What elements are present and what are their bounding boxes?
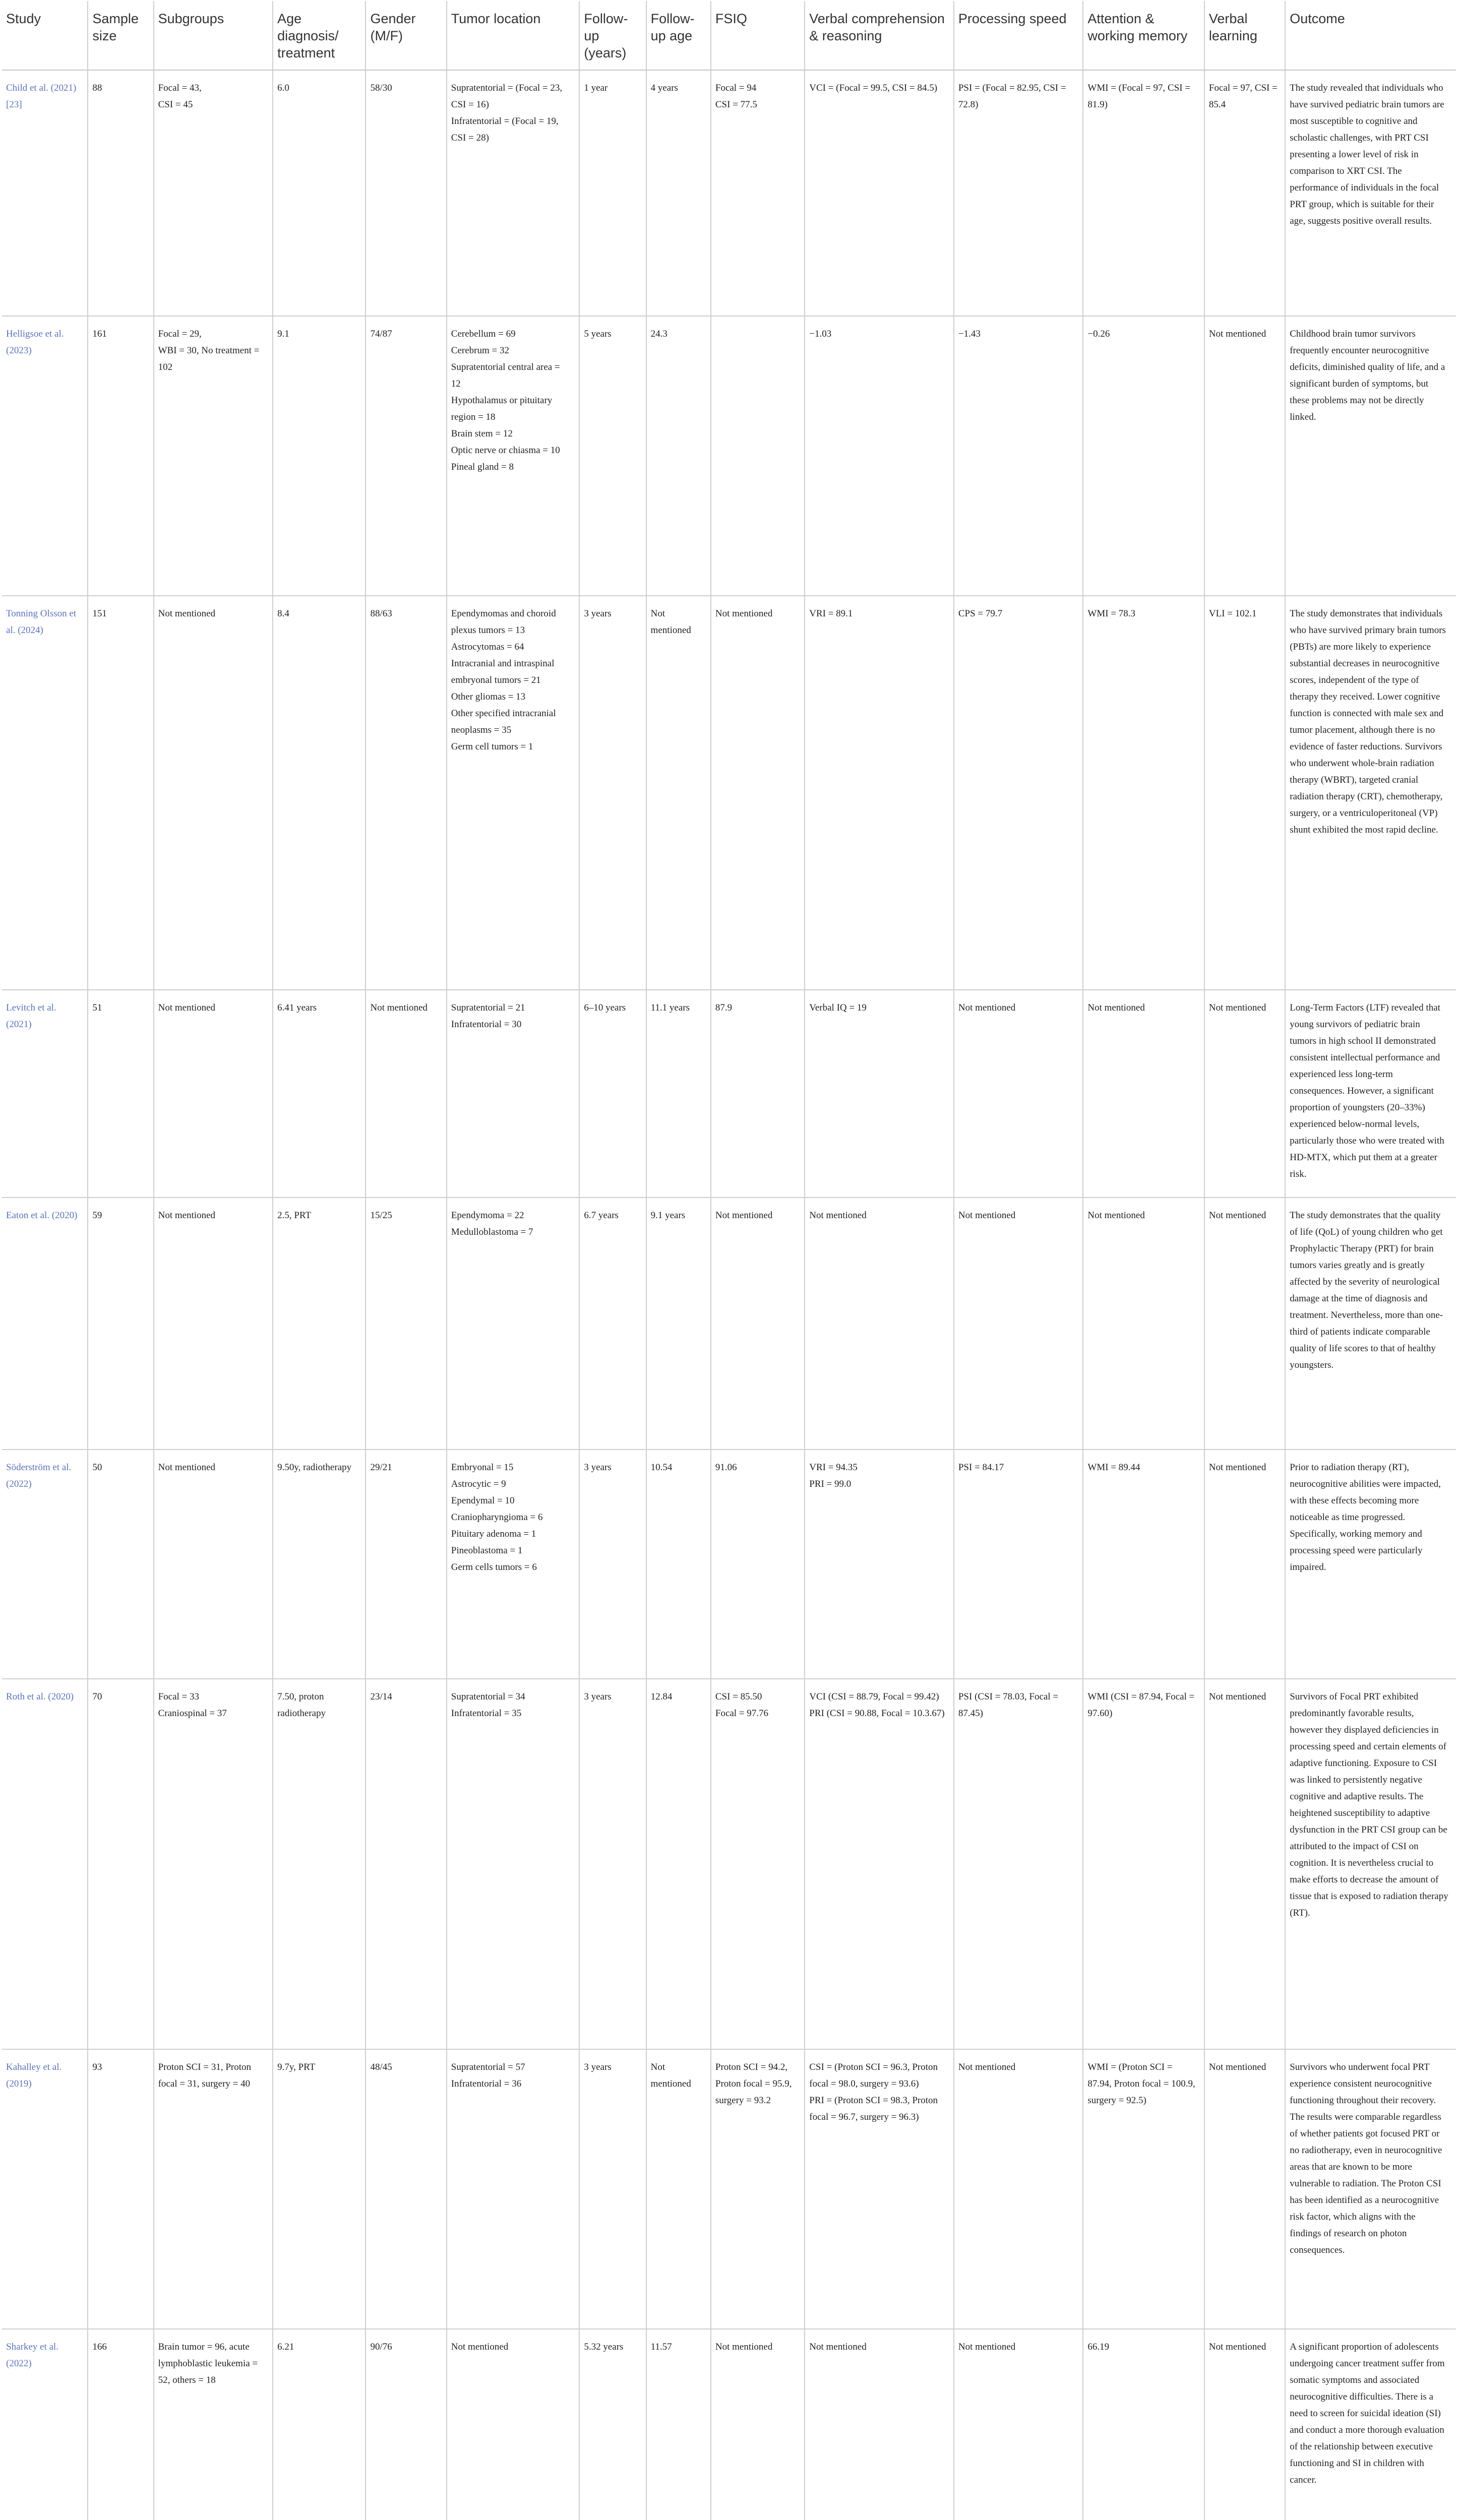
cell-age-line: 9.50y, radiotherapy bbox=[277, 1462, 352, 1473]
cell-subgroups-line: Craniospinal = 37 bbox=[158, 1708, 227, 1719]
cell-follow-up-years: 1 year bbox=[579, 70, 646, 316]
cell-gender: 29/21 bbox=[366, 1450, 446, 1679]
cell-gender: 58/30 bbox=[366, 70, 446, 316]
cell-outcome: A significant proportion of adolescents undergoing cancer treatment suffer from somatic symptoms and associated neurocognitive difficulties. There is a need to screen for suicidal ideation (SI) and conduct a more thorough evaluation of the relationship between executive functioning and SI in children with cancer. bbox=[1285, 2329, 1456, 2520]
cell-follow-up-years: 3 years bbox=[579, 1450, 646, 1679]
cell-processing-line: Not mentioned bbox=[958, 2062, 1016, 2072]
cell-verbal-learning-line: Not mentioned bbox=[1208, 1002, 1266, 1013]
cell-attention-line: WMI = 78.3 bbox=[1087, 608, 1136, 619]
cell-processing bbox=[954, 1679, 1083, 2049]
cell-subgroups-line: Proton SCI = 31, Proton focal = 31, surgery = 40 bbox=[158, 2062, 251, 2089]
cell-tumor-location bbox=[447, 2329, 580, 2520]
cell-verbal-learning-line: Not mentioned bbox=[1208, 1462, 1266, 1473]
cell-fsiq-line: CSI = 77.5 bbox=[715, 99, 757, 110]
col-header-attention: Attention & working memory bbox=[1083, 1, 1204, 70]
cell-subgroups bbox=[154, 596, 273, 990]
cell-attention bbox=[1083, 596, 1204, 990]
cell-subgroups bbox=[154, 2329, 273, 2520]
col-header-sample-size: Sample size bbox=[88, 1, 153, 70]
cell-fsiq-line: Focal = 94 bbox=[715, 83, 757, 93]
cell-attention-line: Not mentioned bbox=[1087, 1002, 1145, 1013]
cell-subgroups-line: Not mentioned bbox=[158, 1462, 216, 1473]
cell-fsiq-line: Not mentioned bbox=[715, 1210, 773, 1221]
cell-tumor-location-line: Other specified intracranial neoplasms = 35 bbox=[451, 708, 556, 735]
cell-age-line: 6.0 bbox=[277, 83, 289, 93]
cell-subgroups bbox=[154, 1679, 273, 2049]
cell-age-line: 8.4 bbox=[277, 608, 289, 619]
cell-fsiq bbox=[711, 2049, 805, 2329]
cell-tumor-location bbox=[447, 596, 580, 990]
cell-verbal bbox=[805, 70, 954, 316]
cell-attention bbox=[1083, 1450, 1204, 1679]
cell-processing bbox=[954, 1450, 1083, 1679]
table-row bbox=[2, 1198, 1456, 1450]
cell-verbal-learning bbox=[1204, 316, 1285, 596]
cell-outcome: Prior to radiation therapy (RT), neurocognitive abilities were impacted, with these effects becoming more noticeable as time progressed. Specifically, working memory and processing speed were particularly impaired. bbox=[1285, 1450, 1456, 1679]
cell-follow-up-years: 3 years bbox=[579, 2049, 646, 2329]
cell-tumor-location-line: Supratentorial = (Focal = 23, CSI = 16) bbox=[451, 83, 563, 110]
cell-fsiq-line: 87.9 bbox=[715, 1002, 733, 1013]
cell-verbal-learning bbox=[1204, 1198, 1285, 1450]
study-citation-link[interactable]: Child et al. (2021) [23] bbox=[6, 83, 77, 110]
col-header-follow-up-years: Follow-up (years) bbox=[579, 1, 646, 70]
cell-age bbox=[273, 1679, 366, 2049]
cell-tumor-location-line: Infratentorial = 35 bbox=[451, 1708, 522, 1719]
cell-study bbox=[2, 316, 88, 596]
cell-attention-line: WMI = 89.44 bbox=[1087, 1462, 1140, 1473]
cell-study bbox=[2, 2329, 88, 2520]
cell-age-line: 7.50, proton radiotherapy bbox=[277, 1691, 326, 1719]
cell-study bbox=[2, 990, 88, 1198]
cell-age bbox=[273, 2329, 366, 2520]
cell-fsiq-line: Proton SCI = 94.2, Proton focal = 95.9, surgery = 93.2 bbox=[715, 2062, 792, 2106]
cell-fsiq-line: 91.06 bbox=[715, 1462, 737, 1473]
cell-attention-line: WMI (CSI = 87.94, Focal = 97.60) bbox=[1087, 1691, 1195, 1719]
cell-tumor-location-line: Hypothalamus or pituitary region = 18 bbox=[451, 395, 553, 422]
cell-sample-size: 59 bbox=[88, 1198, 153, 1450]
cell-processing bbox=[954, 70, 1083, 316]
cell-sample-size: 51 bbox=[88, 990, 153, 1198]
cell-processing-line: Not mentioned bbox=[958, 2342, 1016, 2352]
cell-processing bbox=[954, 596, 1083, 990]
col-header-gender: Gender (M/F) bbox=[366, 1, 446, 70]
cell-gender: 90/76 bbox=[366, 2329, 446, 2520]
cell-follow-up-age: 4 years bbox=[646, 70, 711, 316]
cell-study bbox=[2, 596, 88, 990]
cell-follow-up-years: 6.7 years bbox=[579, 1198, 646, 1450]
cell-tumor-location-line: Ependymomas and choroid plexus tumors = 13 bbox=[451, 608, 556, 636]
cell-verbal-learning bbox=[1204, 2049, 1285, 2329]
col-header-follow-up-age: Follow-up age bbox=[646, 1, 711, 70]
cell-verbal bbox=[805, 316, 954, 596]
cell-attention bbox=[1083, 990, 1204, 1198]
cell-tumor-location bbox=[447, 1198, 580, 1450]
cell-subgroups bbox=[154, 2049, 273, 2329]
studies-table bbox=[2, 1, 1456, 2520]
cell-verbal-learning-line: Not mentioned bbox=[1208, 1691, 1266, 1702]
cell-tumor-location-line: Ependymal = 10 bbox=[451, 1495, 515, 1506]
col-header-outcome: Outcome bbox=[1285, 1, 1456, 70]
cell-gender: 88/63 bbox=[366, 596, 446, 990]
cell-subgroups bbox=[154, 70, 273, 316]
study-citation-link[interactable]: Roth et al. (2020) bbox=[6, 1691, 74, 1702]
cell-verbal bbox=[805, 990, 954, 1198]
cell-verbal bbox=[805, 1198, 954, 1450]
cell-verbal-learning-line: Not mentioned bbox=[1208, 329, 1266, 339]
cell-fsiq-line: CSI = 85.50 bbox=[715, 1691, 762, 1702]
cell-gender: Not mentioned bbox=[366, 990, 446, 1198]
cell-attention-line: WMI = (Focal = 97, CSI = 81.9) bbox=[1087, 83, 1191, 110]
cell-study bbox=[2, 1679, 88, 2049]
cell-age bbox=[273, 70, 366, 316]
cell-follow-up-age: 10.54 bbox=[646, 1450, 711, 1679]
table-row bbox=[2, 1450, 1456, 1679]
cell-tumor-location bbox=[447, 1450, 580, 1679]
cell-subgroups-line: Focal = 29, bbox=[158, 329, 202, 339]
cell-fsiq-line: Focal = 97.76 bbox=[715, 1708, 769, 1719]
cell-tumor-location-line: Germ cells tumors = 6 bbox=[451, 1562, 537, 1572]
cell-age bbox=[273, 1198, 366, 1450]
cell-subgroups-line: Not mentioned bbox=[158, 608, 216, 619]
cell-verbal-learning bbox=[1204, 990, 1285, 1198]
cell-sample-size: 93 bbox=[88, 2049, 153, 2329]
cell-verbal-line: VRI = 94.35 bbox=[809, 1462, 858, 1473]
cell-verbal-line: VRI = 89.1 bbox=[809, 608, 853, 619]
cell-gender: 15/25 bbox=[366, 1198, 446, 1450]
cell-study bbox=[2, 2049, 88, 2329]
cell-verbal-line: −1.03 bbox=[809, 329, 832, 339]
cell-tumor-location-line: Intracranial and intraspinal embryonal tumors = 21 bbox=[451, 658, 555, 685]
cell-verbal-line: Not mentioned bbox=[809, 1210, 867, 1221]
cell-processing bbox=[954, 2049, 1083, 2329]
cell-outcome: Long-Term Factors (LTF) revealed that young survivors of pediatric brain tumors in high school II demonstrated consistent intellectual performance and experienced less long-term consequences. However, a significant proportion of youngsters (20–33%) experienced below-normal levels, particularly those who were treated with HD-MTX, which put them at a greater risk. bbox=[1285, 990, 1456, 1198]
cell-subgroups bbox=[154, 316, 273, 596]
col-header-tumor-location: Tumor location bbox=[447, 1, 580, 70]
table-row bbox=[2, 316, 1456, 596]
col-header-study: Study bbox=[2, 1, 88, 70]
table-header bbox=[2, 1, 1456, 70]
study-citation-link[interactable]: Helligsoe et al. (2023) bbox=[6, 329, 64, 356]
cell-sample-size: 151 bbox=[88, 596, 153, 990]
cell-processing-line: Not mentioned bbox=[958, 1210, 1016, 1221]
cell-follow-up-age: Not mentioned bbox=[646, 2049, 711, 2329]
cell-verbal-learning-line: VLI = 102.1 bbox=[1208, 608, 1257, 619]
cell-fsiq bbox=[711, 990, 805, 1198]
cell-subgroups-line: Focal = 33 bbox=[158, 1691, 200, 1702]
cell-study bbox=[2, 1450, 88, 1679]
cell-tumor-location-line: Pineal gland = 8 bbox=[451, 462, 514, 472]
cell-tumor-location-line: Other gliomas = 13 bbox=[451, 691, 526, 702]
study-citation-link[interactable]: Eaton et al. (2020) bbox=[6, 1210, 78, 1221]
cell-verbal bbox=[805, 2049, 954, 2329]
cell-fsiq bbox=[711, 1450, 805, 1679]
cell-attention-line: WMI = (Proton SCI = 87.94, Proton focal = 100.9, surgery = 92.5) bbox=[1087, 2062, 1195, 2106]
cell-follow-up-years: 5.32 years bbox=[579, 2329, 646, 2520]
cell-verbal-line: PRI (CSI = 90.88, Focal = 10.3.67) bbox=[809, 1708, 945, 1719]
cell-sample-size: 88 bbox=[88, 70, 153, 316]
cell-verbal-learning-line: Not mentioned bbox=[1208, 2062, 1266, 2072]
cell-sample-size: 50 bbox=[88, 1450, 153, 1679]
cell-outcome: Childhood brain tumor survivors frequently encounter neurocognitive deficits, diminished quality of life, and a significant burden of symptoms, but these problems may not be directly linked. bbox=[1285, 316, 1456, 596]
cell-fsiq bbox=[711, 316, 805, 596]
cell-fsiq-line: Not mentioned bbox=[715, 608, 773, 619]
cell-attention-line: Not mentioned bbox=[1087, 1210, 1145, 1221]
cell-verbal-learning bbox=[1204, 1450, 1285, 1679]
cell-sample-size: 166 bbox=[88, 2329, 153, 2520]
cell-tumor-location-line: Supratentorial central area = 12 bbox=[451, 362, 560, 389]
cell-age bbox=[273, 2049, 366, 2329]
cell-tumor-location-line: Astrocytomas = 64 bbox=[451, 642, 524, 652]
cell-tumor-location-line: Astrocytic = 9 bbox=[451, 1479, 506, 1489]
cell-age-line: 2.5, PRT bbox=[277, 1210, 312, 1221]
cell-follow-up-age: 9.1 years bbox=[646, 1198, 711, 1450]
cell-tumor-location bbox=[447, 1679, 580, 2049]
cell-follow-up-age: 11.57 bbox=[646, 2329, 711, 2520]
cell-outcome: The study demonstrates that the quality of life (QoL) of young children who get Prophylactic Therapy (PRT) for brain tumors varies greatly and is greatly affected by the severity of neurological damage at the time of diagnosis and treatment. Nevertheless, more than one-third of patients indicate comparable quality of life scores to that of healthy youngsters. bbox=[1285, 1198, 1456, 1450]
cell-verbal bbox=[805, 596, 954, 990]
cell-tumor-location-line: Germ cell tumors = 1 bbox=[451, 741, 533, 752]
cell-processing-line: CPS = 79.7 bbox=[958, 608, 1003, 619]
cell-attention bbox=[1083, 2329, 1204, 2520]
cell-tumor-location-line: Ependymoma = 22 bbox=[451, 1210, 524, 1221]
cell-follow-up-years: 5 years bbox=[579, 316, 646, 596]
cell-verbal bbox=[805, 1450, 954, 1679]
cell-tumor-location-line: Not mentioned bbox=[451, 2342, 509, 2352]
col-header-fsiq: FSIQ bbox=[711, 1, 805, 70]
col-header-subgroups: Subgroups bbox=[154, 1, 273, 70]
cell-tumor-location-line: Brain stem = 12 bbox=[451, 428, 513, 439]
col-header-processing: Processing speed bbox=[954, 1, 1083, 70]
cell-tumor-location-line: Infratentorial = 30 bbox=[451, 1019, 522, 1030]
cell-attention bbox=[1083, 316, 1204, 596]
cell-study bbox=[2, 1198, 88, 1450]
cell-verbal-line: Not mentioned bbox=[809, 2342, 867, 2352]
cell-fsiq bbox=[711, 596, 805, 990]
cell-sample-size: 70 bbox=[88, 1679, 153, 2049]
cell-verbal-line: VCI = (Focal = 99.5, CSI = 84.5) bbox=[809, 83, 938, 93]
cell-follow-up-years: 3 years bbox=[579, 1679, 646, 2049]
cell-tumor-location-line: Optic nerve or chiasma = 10 bbox=[451, 445, 560, 456]
cell-outcome: Survivors of Focal PRT exhibited predominantly favorable results, however they displayed deficiencies in processing speed and certain elements of adaptive functioning. Exposure to CSI was linked to persistently negative cognitive and adaptive results. The heightened susceptibility to adaptive dysfunction in the PRT CSI group can be attributed to the impact of CSI on cognition. It is nevertheless crucial to make efforts to decrease the amount of tissue that is exposed to radiation therapy (RT). bbox=[1285, 1679, 1456, 2049]
table-row bbox=[2, 1679, 1456, 2049]
study-citation-link[interactable]: Tonning Olsson et al. (2024) bbox=[6, 608, 77, 636]
cell-outcome: The study demonstrates that individuals who have survived primary brain tumors (PBTs) are more likely to experience substantial decreases in neurocognitive scores, independent of the type of therapy they received. Lower cognitive function is connected with male sex and tumor placement, although there is no evidence of faster reductions. Survivors who underwent whole-brain radiation therapy (WBRT), targeted cranial radiation therapy (CRT), chemotherapy, surgery, or a ventriculoperitoneal (VP) shunt exhibited the most rapid decline. bbox=[1285, 596, 1456, 990]
cell-tumor-location-line: Infratentorial = 36 bbox=[451, 2078, 522, 2089]
cell-attention bbox=[1083, 2049, 1204, 2329]
cell-verbal-learning bbox=[1204, 2329, 1285, 2520]
cell-subgroups bbox=[154, 1450, 273, 1679]
cell-age-line: 6.41 years bbox=[277, 1002, 317, 1013]
cell-age-line: 9.1 bbox=[277, 329, 289, 339]
cell-processing bbox=[954, 316, 1083, 596]
col-header-verbal: Verbal comprehension & reasoning bbox=[805, 1, 954, 70]
cell-attention-line: 66.19 bbox=[1087, 2342, 1110, 2352]
cell-age bbox=[273, 316, 366, 596]
cell-attention-line: −0.26 bbox=[1087, 329, 1110, 339]
cell-follow-up-age: 11.1 years bbox=[646, 990, 711, 1198]
cell-verbal-line: Verbal IQ = 19 bbox=[809, 1002, 867, 1013]
cell-verbal-line: VCI (CSI = 88.79, Focal = 99.42) bbox=[809, 1691, 939, 1702]
cell-fsiq bbox=[711, 1198, 805, 1450]
study-citation-link[interactable]: Sharkey et al. (2022) bbox=[6, 2342, 58, 2369]
cell-subgroups-line: WBI = 30, No treatment = 102 bbox=[158, 345, 260, 372]
cell-processing-line: Not mentioned bbox=[958, 1002, 1016, 1013]
cell-verbal bbox=[805, 2329, 954, 2520]
cell-gender: 23/14 bbox=[366, 1679, 446, 2049]
cell-subgroups-line: Not mentioned bbox=[158, 1002, 216, 1013]
col-header-verbal-learning: Verbal learning bbox=[1204, 1, 1285, 70]
cell-tumor-location-line: Supratentorial = 21 bbox=[451, 1002, 525, 1013]
cell-attention bbox=[1083, 1679, 1204, 2049]
cell-follow-up-years: 6–10 years bbox=[579, 990, 646, 1198]
cell-processing bbox=[954, 1198, 1083, 1450]
cell-fsiq bbox=[711, 70, 805, 316]
cell-study bbox=[2, 70, 88, 316]
cell-tumor-location-line: Cerebellum = 69 bbox=[451, 329, 516, 339]
cell-attention bbox=[1083, 1198, 1204, 1450]
cell-fsiq bbox=[711, 2329, 805, 2520]
cell-sample-size: 161 bbox=[88, 316, 153, 596]
cell-subgroups-line: CSI = 45 bbox=[158, 99, 193, 110]
cell-tumor-location-line: Embryonal = 15 bbox=[451, 1462, 514, 1473]
cell-verbal-learning bbox=[1204, 70, 1285, 316]
cell-tumor-location-line: Infratentorial = (Focal = 19, CSI = 28) bbox=[451, 116, 559, 143]
cell-subgroups bbox=[154, 1198, 273, 1450]
cell-outcome: The study revealed that individuals who have survived pediatric brain tumors are most susceptible to cognitive and scholastic challenges, with PRT CSI presenting a lower level of risk in comparison to XRT CSI. The performance of individuals in the focal PRT group, which is suitable for their age, suggests positive overall results. bbox=[1285, 70, 1456, 316]
cell-processing-line: PSI = (Focal = 82.95, CSI = 72.8) bbox=[958, 83, 1066, 110]
table-row bbox=[2, 990, 1456, 1198]
cell-tumor-location-line: Supratentorial = 57 bbox=[451, 2062, 525, 2072]
table-row bbox=[2, 596, 1456, 990]
cell-attention bbox=[1083, 70, 1204, 316]
cell-age bbox=[273, 1450, 366, 1679]
cell-verbal-line: PRI = 99.0 bbox=[809, 1479, 852, 1489]
cell-tumor-location-line: Pineoblastoma = 1 bbox=[451, 1545, 523, 1556]
cell-verbal-learning-line: Not mentioned bbox=[1208, 1210, 1266, 1221]
study-citation-link[interactable]: Levitch et al. (2021) bbox=[6, 1002, 56, 1030]
cell-verbal-line: CSI = (Proton SCI = 96.3, Proton focal = 98.0, surgery = 93.6) bbox=[809, 2062, 938, 2089]
cell-follow-up-years: 3 years bbox=[579, 596, 646, 990]
cell-tumor-location-line: Supratentorial = 34 bbox=[451, 1691, 525, 1702]
cell-processing-line: PSI = 84.17 bbox=[958, 1462, 1004, 1473]
cell-tumor-location-line: Medulloblastoma = 7 bbox=[451, 1227, 533, 1237]
col-header-age: Age diagnosis/ treatment bbox=[273, 1, 366, 70]
cell-processing-line: PSI (CSI = 78.03, Focal = 87.45) bbox=[958, 1691, 1059, 1719]
study-citation-link[interactable]: Kahalley et al. (2019) bbox=[6, 2062, 62, 2089]
cell-subgroups-line: Focal = 43, bbox=[158, 83, 202, 93]
cell-age-line: 9.7y, PRT bbox=[277, 2062, 316, 2072]
cell-verbal-learning bbox=[1204, 596, 1285, 990]
table-row bbox=[2, 70, 1456, 316]
cell-processing bbox=[954, 2329, 1083, 2520]
table-row bbox=[2, 2049, 1456, 2329]
cell-verbal-learning bbox=[1204, 1679, 1285, 2049]
cell-tumor-location-line: Cerebrum = 32 bbox=[451, 345, 509, 356]
cell-processing bbox=[954, 990, 1083, 1198]
cell-fsiq-line: Not mentioned bbox=[715, 2342, 773, 2352]
cell-tumor-location bbox=[447, 316, 580, 596]
cell-tumor-location bbox=[447, 70, 580, 316]
cell-tumor-location bbox=[447, 2049, 580, 2329]
cell-verbal bbox=[805, 1679, 954, 2049]
cell-subgroups-line: Not mentioned bbox=[158, 1210, 216, 1221]
cell-gender: 48/45 bbox=[366, 2049, 446, 2329]
cell-verbal-line: PRI = (Proton SCI = 98.3, Proton focal = 96.7, surgery = 96.3) bbox=[809, 2095, 938, 2122]
cell-outcome: Survivors who underwent focal PRT experience consistent neurocognitive functioning throughout their recovery. The results were comparable regardless of whether patients got focused PRT or no radiotherapy, even in neurocognitive areas that are known to be more vulnerable to radiation. The Proton CSI has been identified as a neurocognitive risk factor, which aligns with the findings of research on photon consequences. bbox=[1285, 2049, 1456, 2329]
cell-tumor-location-line: Pituitary adenoma = 1 bbox=[451, 1529, 536, 1539]
cell-subgroups-line: Brain tumor = 96, acute lymphoblastic leukemia = 52, others = 18 bbox=[158, 2342, 258, 2385]
cell-fsiq bbox=[711, 1679, 805, 2049]
cell-gender: 74/87 bbox=[366, 316, 446, 596]
cell-processing-line: −1.43 bbox=[958, 329, 981, 339]
cell-tumor-location bbox=[447, 990, 580, 1198]
cell-subgroups bbox=[154, 990, 273, 1198]
cell-follow-up-age: 12.84 bbox=[646, 1679, 711, 2049]
table-body bbox=[2, 70, 1456, 2520]
cell-follow-up-age: Not mentioned bbox=[646, 596, 711, 990]
cell-tumor-location-line: Craniopharyngioma = 6 bbox=[451, 1512, 543, 1523]
study-citation-link[interactable]: Söderström et al. (2022) bbox=[6, 1462, 72, 1489]
cell-age bbox=[273, 596, 366, 990]
cell-verbal-learning-line: Not mentioned bbox=[1208, 2342, 1266, 2352]
cell-verbal-learning-line: Focal = 97, CSI = 85.4 bbox=[1208, 83, 1278, 110]
cell-age-line: 6.21 bbox=[277, 2342, 294, 2352]
cell-follow-up-age: 24.3 bbox=[646, 316, 711, 596]
table-row bbox=[2, 2329, 1456, 2520]
cell-age bbox=[273, 990, 366, 1198]
